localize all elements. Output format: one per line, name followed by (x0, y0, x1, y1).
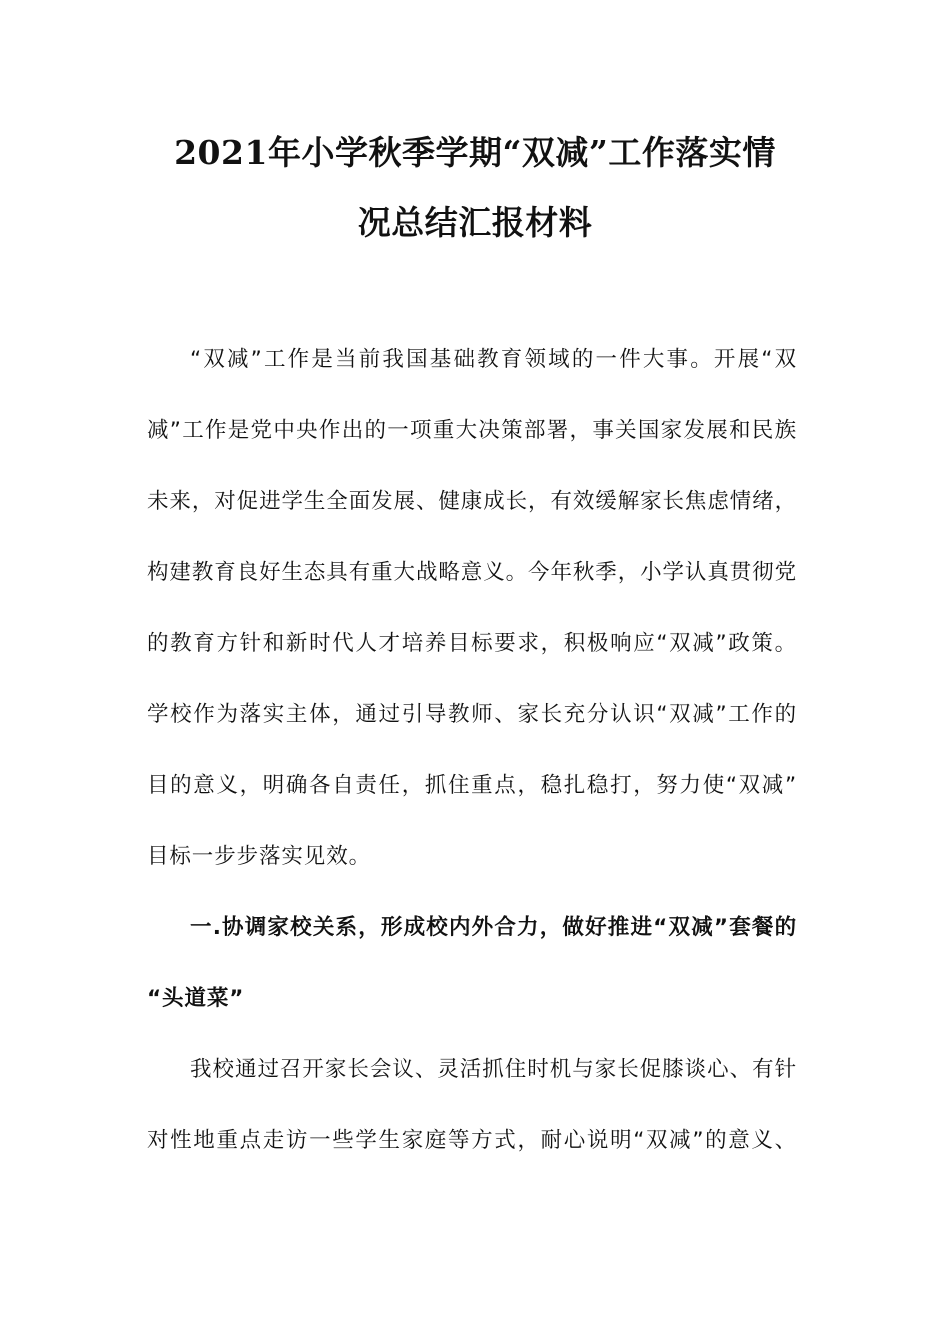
document-title-line-2: 况总结汇报材料 (357, 203, 593, 242)
section-heading-1-line-2: “头道菜” (147, 986, 245, 1011)
paragraph-1-line-7: 目的意义，明确各自责任，抓住重点，稳扎稳打，努力使“双减” (147, 773, 797, 798)
paragraph-1-line-6: 学校作为落实主体，通过引导教师、家长充分认识“双减”工作的 (147, 702, 797, 727)
paragraph-1-line-3: 未来，对促进学生全面发展、健康成长，有效缓解家长焦虑情绪， (147, 489, 797, 514)
paragraph-1-line-2: 减”工作是党中央作出的一项重大决策部署，事关国家发展和民族 (147, 418, 797, 443)
paragraph-2-line-2: 对性地重点走访一些学生家庭等方式，耐心说明“双减”的意义、 (147, 1128, 797, 1153)
paragraph-1-line-8: 目标一步步落实见效。 (147, 844, 372, 869)
paragraph-1-line-4: 构建教育良好生态具有重大战略意义。今年秋季，小学认真贯彻党 (147, 560, 797, 585)
section-heading-1-line-1: 一.协调家校关系，形成校内外合力，做好推进“双减”套餐的 (190, 915, 797, 940)
paragraph-1-line-1: “双减”工作是当前我国基础教育领域的一件大事。开展“双 (190, 347, 797, 372)
paragraph-2-line-1: 我校通过召开家长会议、灵活抓住时机与家长促膝谈心、有针 (190, 1057, 797, 1082)
document-title-line-1: 2021年小学秋季学期“双减”工作落实情 (174, 133, 776, 172)
paragraph-1-line-5: 的教育方针和新时代人才培养目标要求，积极响应“双减”政策。 (147, 631, 797, 656)
